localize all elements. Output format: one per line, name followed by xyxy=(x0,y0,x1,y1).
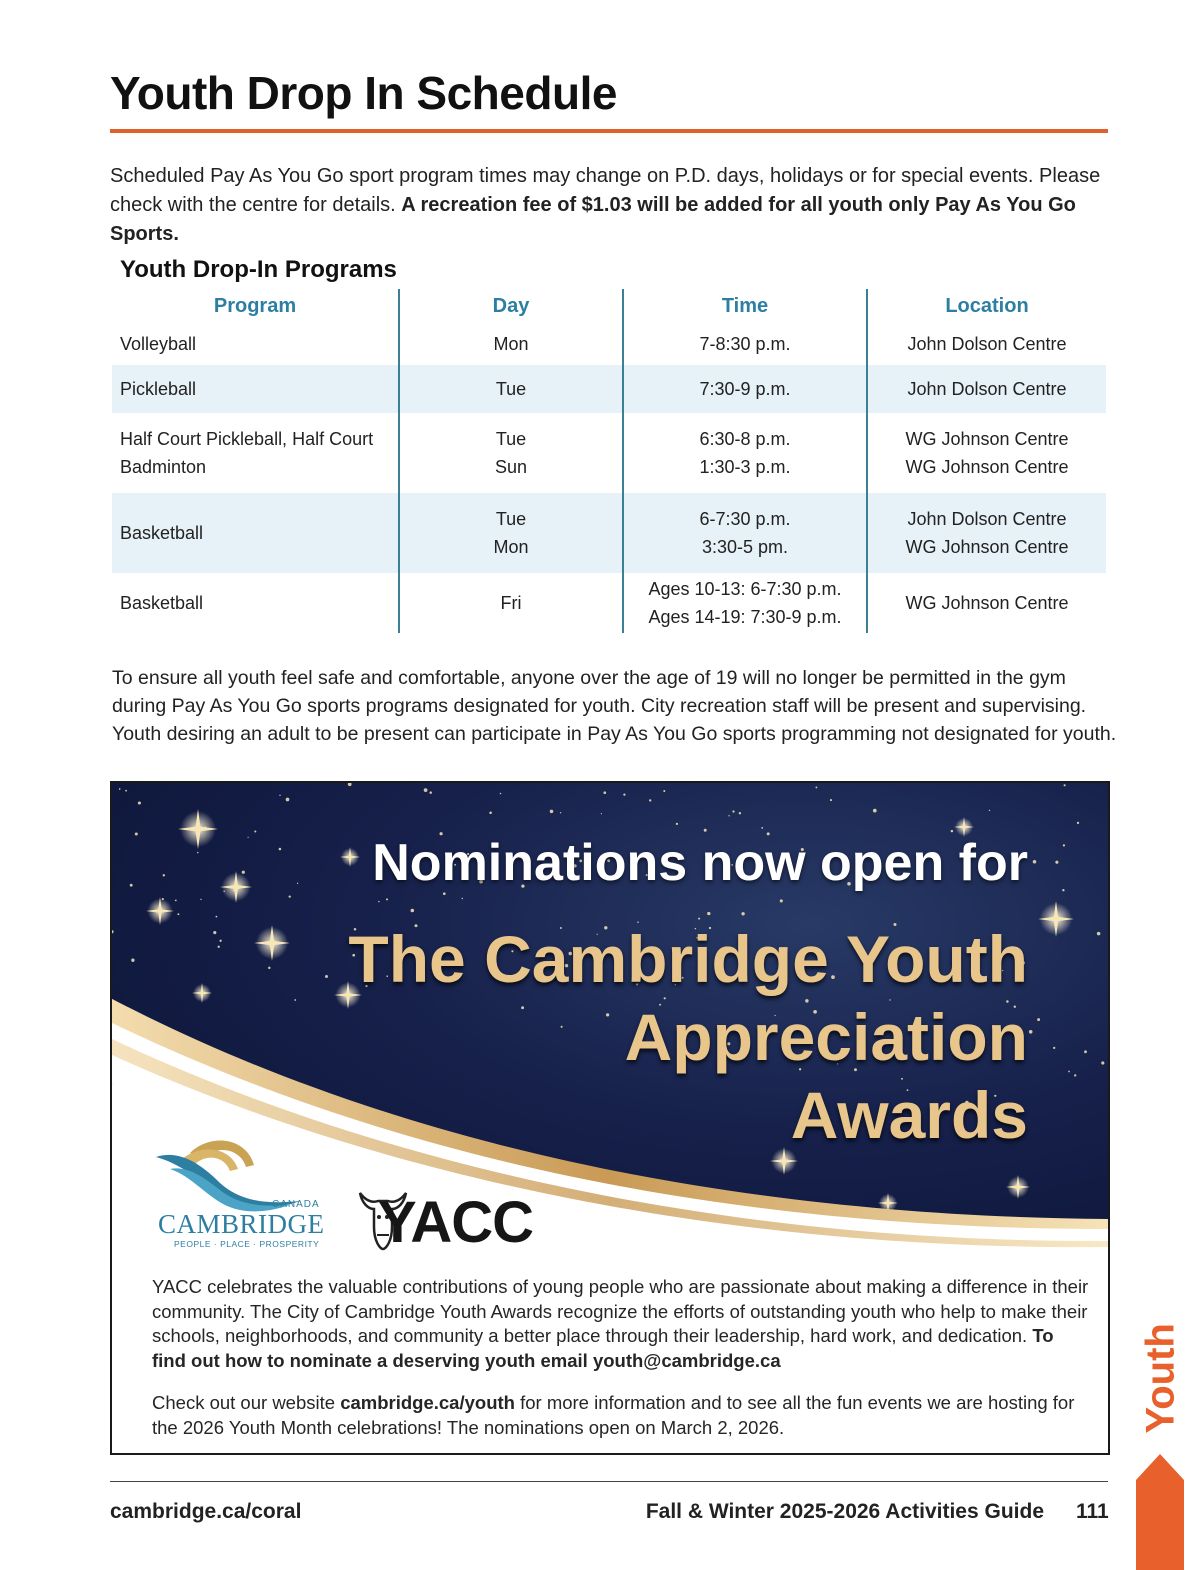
time-cell xyxy=(622,573,866,633)
day-line: Sun xyxy=(494,457,528,477)
day-line: Mon xyxy=(493,334,529,354)
time-line: Ages 14-19: 7:30-9 p.m. xyxy=(648,607,842,627)
intro-fee-notice: A recreation fee of $1.03 will be added for all youth only Pay As You Go Sports. xyxy=(110,194,1076,245)
time-line: 1:30-3 p.m. xyxy=(699,457,791,477)
program-cell xyxy=(112,365,398,413)
table-row xyxy=(112,413,1106,493)
youth-website-link[interactable]: cambridge.ca/youth xyxy=(340,1392,515,1413)
section-tab-label: Youth xyxy=(1138,1323,1183,1434)
day-cell xyxy=(398,413,622,493)
location-cell xyxy=(866,365,1106,413)
day-cell xyxy=(398,493,622,573)
location-line: WG Johnson Centre xyxy=(905,457,1069,477)
banner-body xyxy=(152,1275,1092,1440)
time-cell xyxy=(622,413,866,493)
table-row xyxy=(112,365,1106,413)
schedule-table xyxy=(112,289,1106,633)
table-row xyxy=(112,573,1106,633)
age-policy-note: To ensure all youth feel safe and comfortable, anyone over the age of 19 will no longer be permitted in the gym during Pay As You Go sports programs designated for youth. City recreation staff will be present and supervising. Youth desiring an adult to be present can participate in Pay As You Go sports programming not designated for youth. xyxy=(112,667,1117,745)
location-line: John Dolson Centre xyxy=(907,379,1067,399)
program-line: Half Court Pickleball, Half Court xyxy=(120,429,374,449)
time-cell xyxy=(622,493,866,573)
cambridge-logo-country: CANADA xyxy=(272,1199,320,1210)
intro-paragraph xyxy=(110,162,1110,249)
header-program: Program xyxy=(213,295,297,317)
program-cell xyxy=(112,323,398,365)
program-cell xyxy=(112,573,398,633)
day-cell xyxy=(398,365,622,413)
location-cell xyxy=(866,493,1106,573)
time-line: 3:30-5 pm. xyxy=(701,537,789,557)
nominations-heading: Nominations now open for xyxy=(372,834,1028,892)
header-day: Day xyxy=(398,289,622,323)
footer-guide-title: Fall & Winter 2025-2026 Activities Guide xyxy=(645,1500,1044,1523)
location-line: John Dolson Centre xyxy=(907,334,1067,354)
banner-paragraph-2-text-b: for more information and to see all the fun events we are hosting for the 2026 Youth Month celebrations! The nominations open on March 2, 2026. xyxy=(152,1392,1075,1438)
location-line: WG Johnson Centre xyxy=(905,429,1069,449)
day-line: Tue xyxy=(495,429,527,449)
page-title: Youth Drop In Schedule xyxy=(110,67,617,119)
banner-paragraph-2 xyxy=(152,1391,1092,1440)
table-row xyxy=(112,493,1106,573)
banner-paragraph-1 xyxy=(152,1275,1092,1373)
time-line: 6:30-8 p.m. xyxy=(699,429,791,449)
location-line: WG Johnson Centre xyxy=(905,537,1069,557)
intro-text: Scheduled Pay As You Go sport program times may change on P.D. days, holidays or for special events. Please check with the centre for details. xyxy=(110,165,1101,216)
banner-paragraph-2-text-a: Check out our website xyxy=(152,1392,341,1413)
program-line: Pickleball xyxy=(120,379,197,399)
program-cell xyxy=(112,413,398,493)
time-line: 7-8:30 p.m. xyxy=(699,334,791,354)
footer-divider xyxy=(110,1481,1108,1482)
time-line: 6-7:30 p.m. xyxy=(699,509,791,529)
day-line: Tue xyxy=(495,379,527,399)
location-cell xyxy=(866,573,1106,633)
header-location: Location xyxy=(866,289,1106,323)
nominate-email-text: To find out how to nominate a deserving youth email youth@cambridge.ca xyxy=(152,1325,1054,1371)
cambridge-logo-tagline: PEOPLE · PLACE · PROSPERITY xyxy=(174,1239,320,1249)
footer-url[interactable]: cambridge.ca/coral xyxy=(110,1500,302,1523)
table-header-row xyxy=(112,289,1106,323)
time-line: 7:30-9 p.m. xyxy=(699,379,791,399)
location-cell xyxy=(866,323,1106,365)
location-line: John Dolson Centre xyxy=(907,509,1067,529)
program-line: Basketball xyxy=(120,593,204,613)
cambridge-logo-word: CAMBRIDGE xyxy=(158,1209,325,1239)
header-time: Time xyxy=(622,289,866,323)
day-line: Fri xyxy=(500,593,522,613)
program-line: Badminton xyxy=(120,457,207,477)
time-line: Ages 10-13: 6-7:30 p.m. xyxy=(648,579,842,599)
banner-paragraph-1-text: YACC celebrates the valuable contributions of young people who are passionate about making a difference in their community. The City of Cambridge Youth Awards recognize the efforts of outstanding youth who help to make their schools, neighborhoods, and community a better place through their leadership, hard work, and dedication. xyxy=(152,1276,1089,1346)
location-line: WG Johnson Centre xyxy=(905,593,1069,613)
day-cell xyxy=(398,573,622,633)
awards-banner xyxy=(110,781,1110,1455)
page-number: 111 xyxy=(1076,1500,1109,1523)
award-title-line-2: Appreciation xyxy=(624,1000,1028,1074)
yacc-logo-word: YACC xyxy=(378,1190,534,1255)
day-line: Mon xyxy=(493,537,529,557)
program-cell xyxy=(112,493,398,573)
award-title-line-3: Awards xyxy=(790,1078,1028,1152)
time-cell xyxy=(622,323,866,365)
location-cell xyxy=(866,413,1106,493)
day-cell xyxy=(398,323,622,365)
table-row xyxy=(112,323,1106,365)
program-line: Basketball xyxy=(120,523,204,543)
award-title-line-1: The Cambridge Youth xyxy=(348,922,1028,996)
program-line: Volleyball xyxy=(120,334,197,354)
table-title: Youth Drop-In Programs xyxy=(120,256,397,283)
title-divider xyxy=(110,129,1108,133)
time-cell xyxy=(622,365,866,413)
day-line: Tue xyxy=(495,509,527,529)
